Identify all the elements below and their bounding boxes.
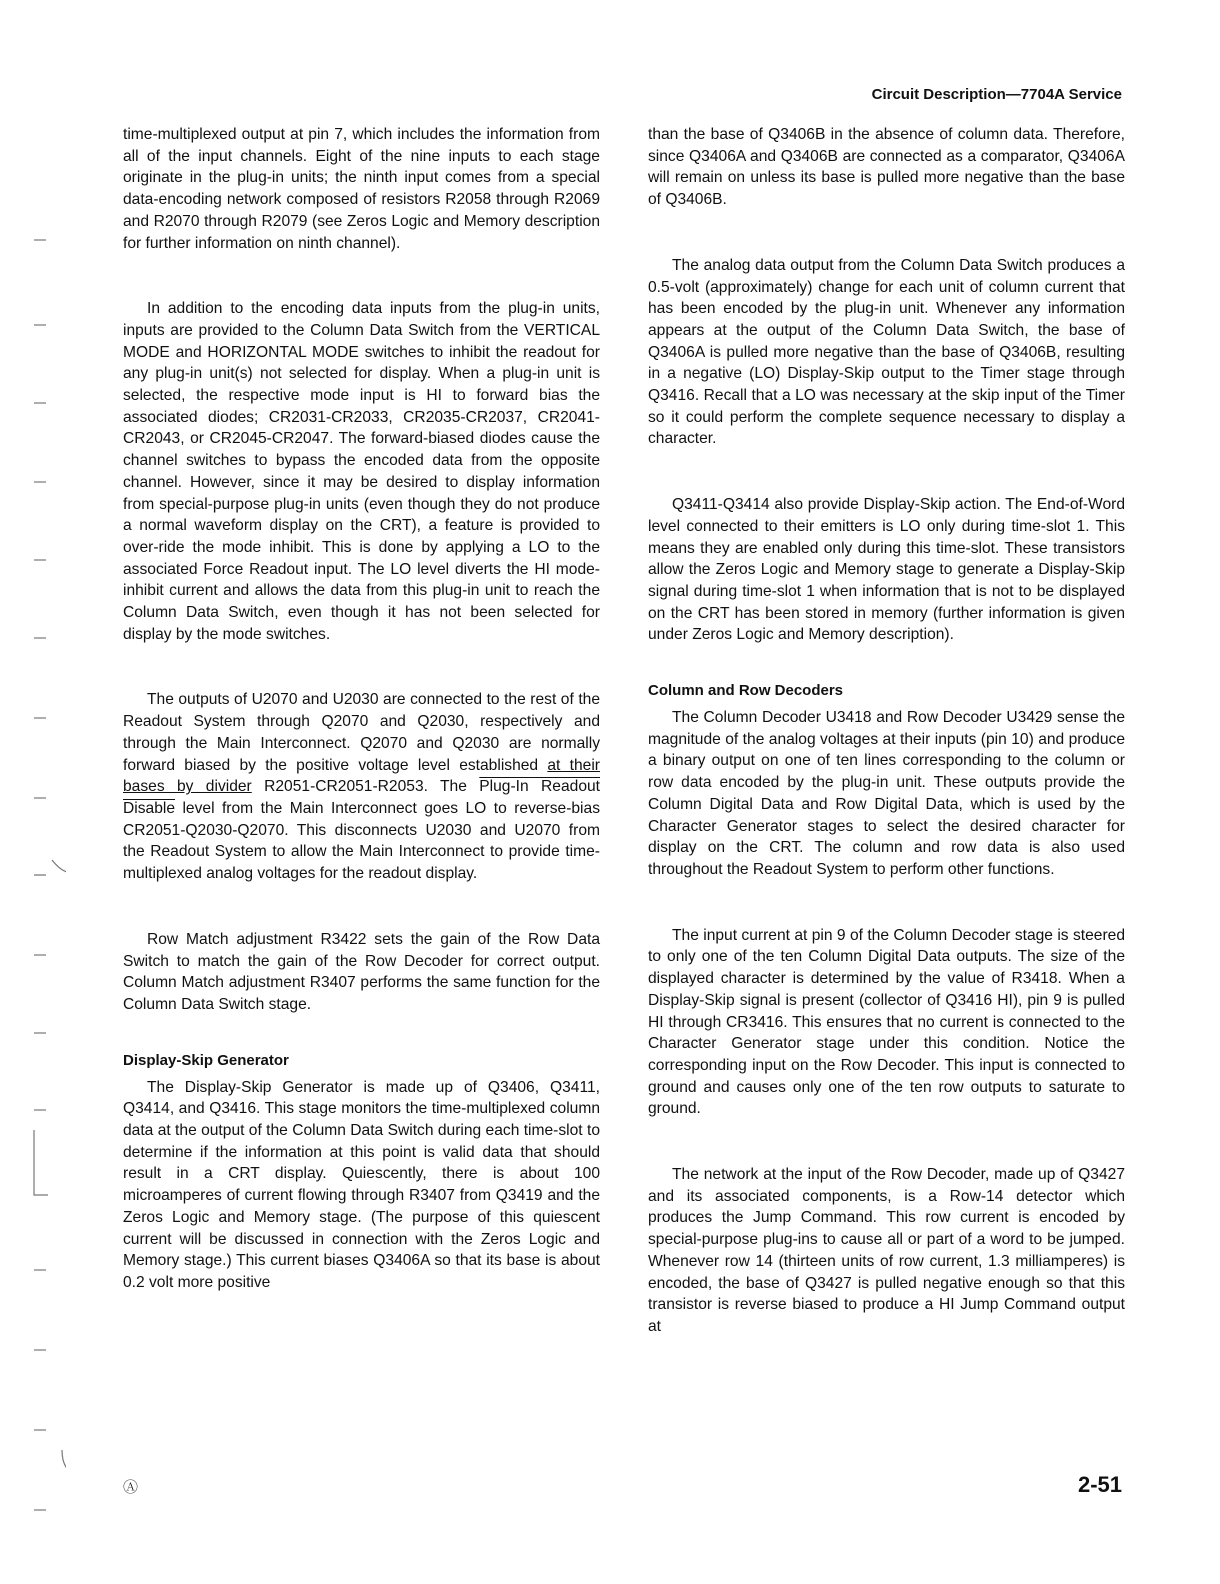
paragraph-left-1: time-multiplexed output at pin 7, which includes the information from all of the input channels. Eight of the nine inputs to each stage originate in the plug-in units; the ninth input comes from a special data-encoding network composed of resistors R2058 through R2069 and R2070 through R2079 (see Zeros Logic and Memory description for further information on ninth channel). [123,126,600,252]
paragraph-right-3: Q3411-Q3414 also provide Display-Skip action. The End-of-Word level connected to their emitters is LO only during time-slot 1. This means they are enabled only during this time-slot. These transistors allow the Zeros Logic and Memory stage to generate a Display-Skip signal during time-slot 1 when information that is not to be displayed on the CRT has been stored in memory (further information is given under Zeros Logic and Memory description). [648,496,1125,644]
paragraph-right-6: The network at the input of the Row Decoder, made up of Q3427 and its associated components, is a Row-14 detector which produces the Jump Command. This row current is encoded by special-purpose plug-ins to cause all or part of a word to be jumped. Whenever row 14 (thirteen units of row current, 1.3 milliamperes) is encoded, the base of Q3427 is pulled negative enough so that this transistor is reverse biased to produce a HI Jump Command output at [648,1166,1125,1335]
paragraph-left-3-part-a: The outputs of U2070 and U2030 are connected to the rest of the Readout System through Q2070 and Q2030, respectively and through the Main Interconnect. Q2070 and Q2030 are normally forward biased by the positive voltage level established [123,691,600,774]
paragraph-right-5: The input current at pin 9 of the Column Decoder stage is steered to only one of the ten Column Digital Data outputs. The size of the displayed character is determined by the value of R3418. When a Display-Skip signal is present (collector of Q3416 HI), pin 9 is pulled HI through CR3416. This ensures that no current is connected to the Character Generator stage under this condition. Notice the corresponding input on the Row Decoder. This input is connected to ground and causes only one of the ten row outputs to saturate to ground. [648,926,1125,1118]
paragraph-right-4: The Column Decoder U3418 and Row Decoder U3429 sense the magnitude of the analog voltages at their inputs (pin 10) and produce a binary output on one of ten lines corresponding to the column or row data encoded by the plug-in unit. These outputs provide the Column Digital Data and Row Digital Data, which is used by the Character Generator stages to select the desired character for display on the CRT. The column and row data is also used throughout the Readout System to perform other functions. [648,709,1125,878]
paragraph-right-1: than the base of Q3406B in the absence of column data. Therefore, since Q3406A and Q3406B are connected as a comparator, Q3406A will remain on unless its base is pulled more negative than the base of Q3406B. [648,126,1125,209]
section-heading-display-skip: Display-Skip Generator [123,1051,289,1069]
right-column [648,124,1125,1338]
binding-margin-marks [26,70,66,1550]
paragraph-left-5: The Display-Skip Generator is made up of Q3406, Q3411, Q3414, and Q3416. This stage monitors the time-multiplexed column data at the output of the Column Data Switch during each time-slot to determine if the information at this point is valid data that should result in a CRT display. Quiescently, there is about 100 microamperes of current flowing through R3407 from Q3419 and the Zeros Logic and Memory stage. (The purpose of this quiescent current will be discussed in connection with the Zeros Logic and Memory stage.) This current biases Q3406A so that its base is about 0.2 volt more positive [123,1078,600,1291]
page-number: 2-51 [1077,1472,1122,1497]
running-header: Circuit Description—7704A Service [871,86,1122,103]
paragraph-left-3 [123,689,600,884]
paragraph-left-3-part-c: level from the Main Interconnect goes LO to reverse-bias CR2051-Q2030-Q2070. This disconnects U2030 and U2070 from the Readout System to allow the Main Interconnect to provide time-multiplexed analog voltages for the readout display. [123,799,600,883]
left-column [123,124,600,1294]
paragraph-right-2: The analog data output from the Column Data Switch produces a 0.5-volt (approximately) change for each unit of column current that has been encoded by the plug-in unit. Whenever any information appears at the output of the Column Data Switch, the base of Q3406A is pulled more negative than the base of Q3406B, resulting in a negative (LO) Display-Skip output to the Timer stage through Q3416. Recall that a LO was necessary at the skip input of the Timer so it could perform the complete sequence necessary to display a character. [648,256,1125,448]
paragraph-left-3-part-b: R2051-CR2051-R2053. The [251,778,480,796]
tektronix-logo-mark: Ⓐ [123,1479,139,1496]
paragraph-left-2: In addition to the encoding data inputs from the plug-in units, inputs are provided to the Column Data Switch from the VERTICAL MODE and HORIZONTAL MODE switches to inhibit the readout for any plug-in unit(s) not selected for display. When a plug-in unit is selected, the respective mode input is HI to forward bias the associated diodes; CR2031-CR2033, CR2035-CR2037, CR2041-CR2043, or CR2045-CR2047. The forward-biased diodes cause the channel switches to bypass the encoded data from the opposite channel. However, since it may be desired to display information from special-purpose plug-in units (even though they do not produce a normal waveform display on the CRT), a feature is provided to over-ride the mode inhibit. This is done by applying a LO to the associated Force Readout input. The LO level diverts the HI mode-inhibit current and allows the data from this plug-in unit to reach the Column Data Switch, even though it has not been selected for display by the mode switches. [123,300,600,643]
section-heading-decoders: Column and Row Decoders [648,682,844,700]
underlined-phrase: at their bases by divider [123,756,600,796]
overlined-signal-name: Plug-In Readout Disable [123,778,600,817]
paragraph-left-4: Row Match adjustment R3422 sets the gain of the Row Data Switch to match the gain of the Row Decoder for correct output. Column Match adjustment R3407 performs the same function for the Column Data Switch stage. [123,930,600,1013]
